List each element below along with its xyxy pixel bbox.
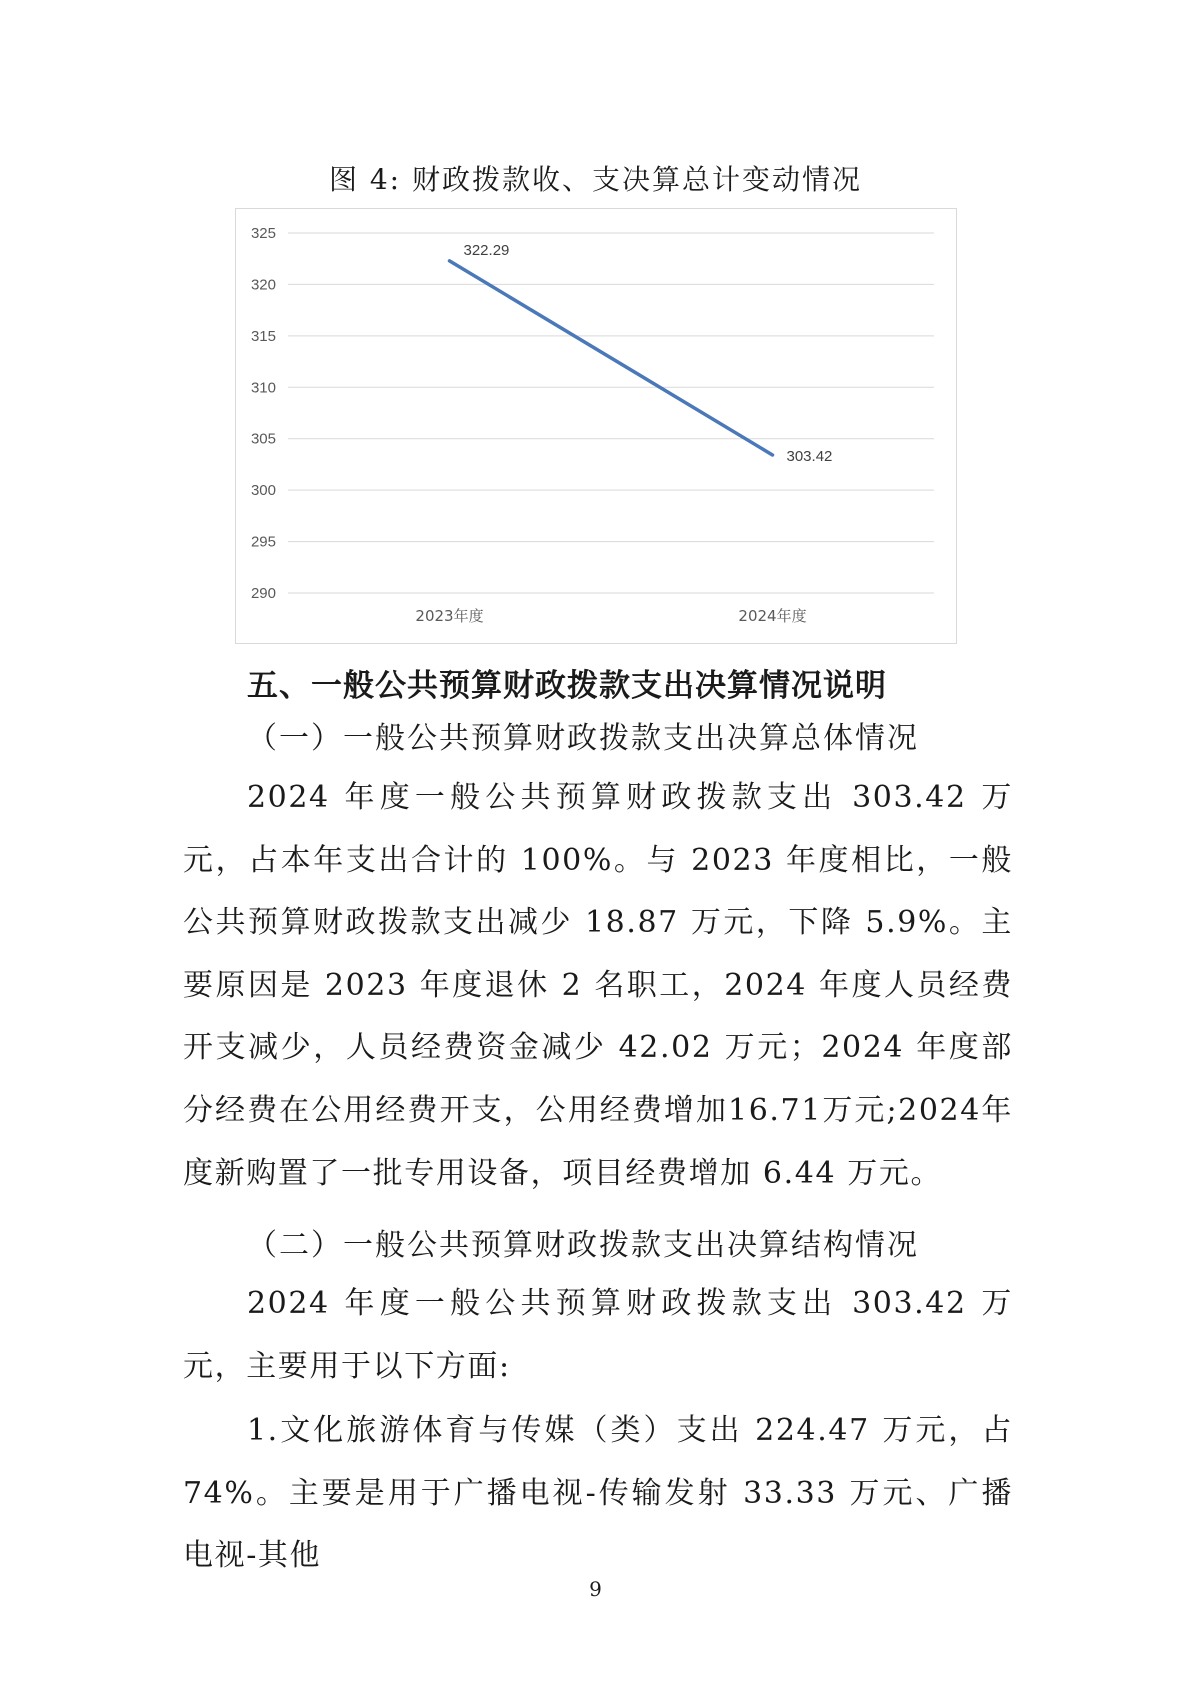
page-number: 9 — [589, 1577, 602, 1601]
y-tick-label: 310 — [250, 379, 276, 397]
figure-caption: 图 4: 财政拨款收、支决算总计变动情况 — [328, 163, 863, 196]
paragraph-structure: 2024 年度一般公共预算财政拨款支出 303.42 万元，主要用于以下方面: — [183, 1286, 1013, 1384]
y-tick-label: 295 — [250, 533, 276, 551]
x-tick-label: 2023年度 — [415, 607, 484, 625]
line-chart — [235, 208, 957, 644]
paragraph-overall: 2024 年度一般公共预算财政拨款支出 303.42 万元，占本年支出合计的 100%。与 2023 年度相比，一般公共预算财政拨款支出减少 18.87 万元，下降 5.9%。主要原因是 2023 年度退休 2 名职工，2024 年度人员经费开支减少，人员经费资金减少 42.02 万元；2024 年度部分经费在公用经费开支，公用经费增加16.71万元;2024年度新购置了一批专用设备，项目经费增加 6.44 万元。 — [183, 780, 1013, 1191]
subsection-heading-2: （二）一般公共预算财政拨款支出决算结构情况 — [247, 1228, 919, 1263]
section-heading: 五、一般公共预算财政拨款支出决算情况说明 — [247, 668, 887, 704]
subsection-heading-1: （一）一般公共预算财政拨款支出决算总体情况 — [247, 721, 919, 756]
data-label: 303.42 — [786, 447, 833, 465]
y-tick-label: 305 — [250, 430, 276, 448]
series-line — [450, 261, 773, 455]
chart-svg — [236, 209, 958, 645]
data-label: 322.29 — [463, 241, 510, 259]
x-tick-label: 2024年度 — [738, 607, 807, 625]
list-item-culture-tourism: 1.文化旅游体育与传媒（类）支出 224.47 万元，占 74%。主要是用于广播电视-传输发射 33.33 万元、广播电视-其他 — [183, 1413, 1013, 1574]
y-tick-label: 290 — [250, 585, 276, 602]
y-tick-label: 325 — [250, 225, 276, 242]
y-tick-label: 320 — [250, 276, 276, 294]
y-tick-label: 300 — [250, 482, 276, 500]
y-tick-label: 315 — [250, 327, 276, 345]
